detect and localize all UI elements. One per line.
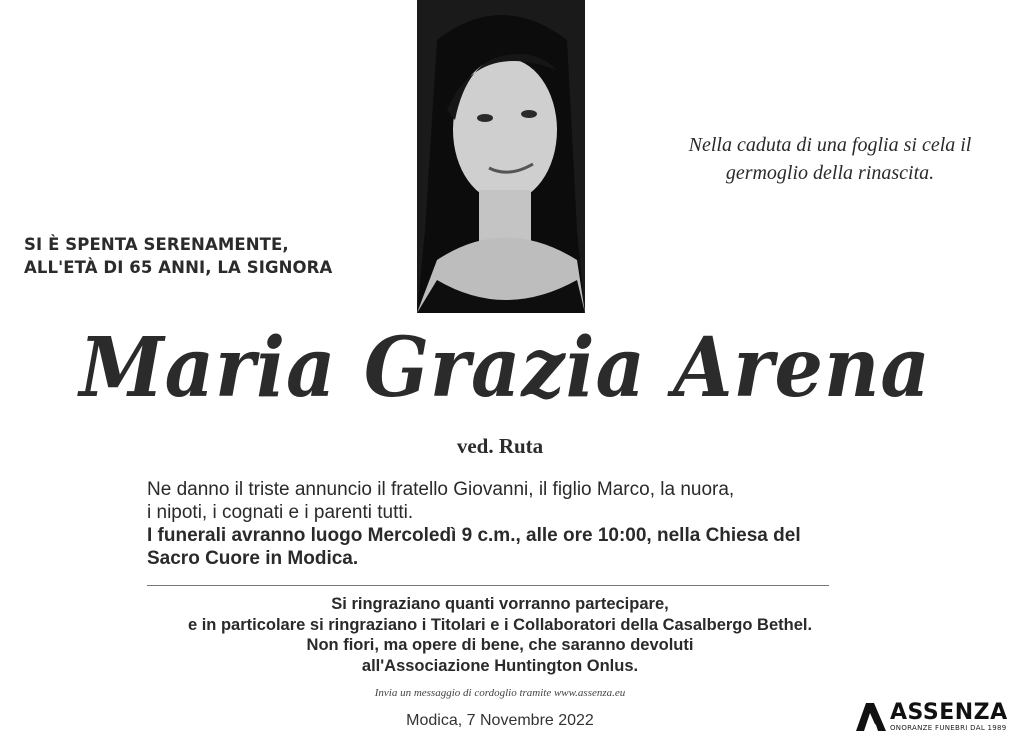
quote-line-2: germoglio della rinascita. xyxy=(725,162,935,184)
thanks-line-1: Si ringraziano quanti vorranno partecipare, xyxy=(331,595,669,613)
funeral-line-1: I funerali avranno luogo Mercoledì 9 c.m., alle ore 10:00, nella Chiesa del xyxy=(147,525,801,546)
portrait-image xyxy=(417,0,585,313)
logo-name: ASSENZA xyxy=(890,699,1008,725)
portrait-photo xyxy=(417,0,585,313)
announcement-line-2: i nipoti, i cognati e i parenti tutti. xyxy=(147,502,414,523)
thanks-line-4: all'Associazione Huntington Onlus. xyxy=(361,656,639,675)
intro-line-2: ALL'ETÀ DI 65 ANNI, LA SIGNORA xyxy=(24,258,333,277)
quote-line-1: Nella caduta di una foglia si cela il xyxy=(688,134,972,156)
epigraph-quote xyxy=(640,131,1020,187)
widow-of: ved. Ruta xyxy=(456,434,544,458)
place-date: Modica, 7 Novembre 2022 xyxy=(406,712,594,729)
thanks-line-2: e in particolare si ringraziano i Titolari e i Collaboratori della Casalbergo Bethel. xyxy=(187,615,813,634)
funeral-line-2: Sacro Cuore in Modica. xyxy=(147,548,359,569)
intro-line-1: SI È SPENTA SERENAMENTE, xyxy=(24,235,289,254)
announcement-text xyxy=(147,478,867,570)
condolence-link-text[interactable]: Invia un messaggio di cordoglio tramite www.assenza.eu xyxy=(374,687,626,699)
assenza-logo-icon xyxy=(856,703,886,731)
logo-tagline: ONORANZE FUNEBRI DAL 1989 xyxy=(890,723,1007,732)
deceased-name: Maria Grazia Arena xyxy=(79,320,931,416)
thanks-text xyxy=(100,594,900,676)
assenza-logo xyxy=(856,700,1016,734)
divider xyxy=(147,585,829,586)
announcement-line-1: Ne danno il triste annuncio il fratello Giovanni, il figlio Marco, la nuora, xyxy=(147,479,735,500)
thanks-line-3: Non fiori, ma opere di bene, che saranno devoluti xyxy=(306,636,694,654)
intro-text xyxy=(24,233,404,279)
